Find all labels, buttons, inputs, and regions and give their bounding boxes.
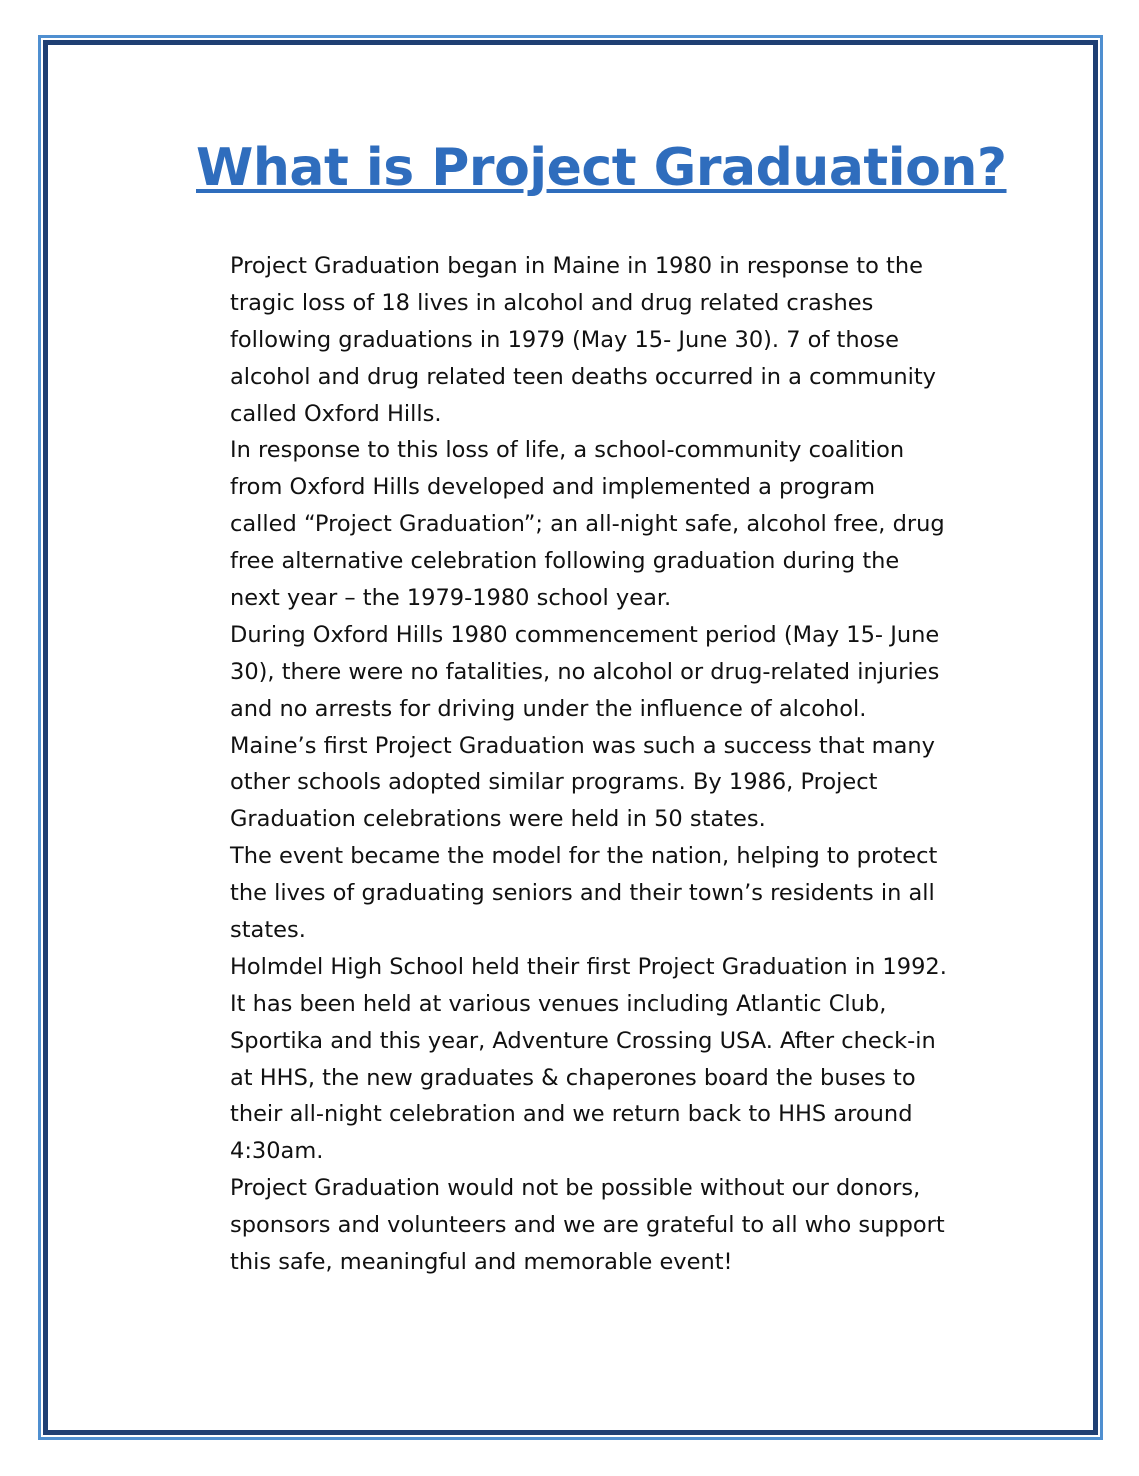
text-line: at HHS, the new graduates & chaperones board the buses to: [230, 1064, 916, 1091]
text-line: states.: [230, 917, 306, 944]
text-line: tragic loss of 18 lives in alcohol and drug related crashes: [230, 289, 874, 316]
text-line: their all-night celebration and we return back to HHS around: [230, 1101, 913, 1128]
text-line: 4:30am.: [230, 1138, 324, 1165]
text-line: Holmdel High School held their first Project Graduation in 1992.: [230, 953, 947, 980]
text-line: called “Project Graduation”; an all-night safe, alcohol free, drug: [230, 511, 945, 538]
text-line: from Oxford Hills developed and implemented a program: [230, 474, 876, 501]
text-line: free alternative celebration following graduation during the: [230, 548, 900, 575]
text-line: It has been held at various venues including Atlantic Club,: [230, 990, 887, 1017]
text-line: The event became the model for the nation, helping to protect: [230, 843, 938, 870]
text-line: During Oxford Hills 1980 commencement period (May 15- June: [230, 621, 940, 648]
text-line: next year – the 1979-1980 school year.: [230, 585, 672, 612]
body-text: [230, 248, 1050, 1281]
text-line: Maine’s first Project Graduation was such a success that many: [230, 732, 935, 759]
text-line: In response to this loss of life, a school-community coalition: [230, 437, 905, 464]
text-line: 30), there were no fatalities, no alcohol or drug-related injuries: [230, 658, 940, 685]
text-line: sponsors and volunteers and we are grateful to all who support: [230, 1212, 945, 1239]
page-title: What is Project Graduation?: [196, 138, 1007, 198]
text-line: other schools adopted similar programs. By 1986, Project: [230, 769, 878, 796]
text-line: Sportika and this year, Adventure Crossing USA. After check-in: [230, 1027, 936, 1054]
text-line: following graduations in 1979 (May 15- June 30). 7 of those: [230, 326, 899, 353]
text-line: Graduation celebrations were held in 50 states.: [230, 806, 766, 833]
text-line: Project Graduation began in Maine in 1980 in response to the: [230, 253, 923, 279]
text-line: this safe, meaningful and memorable event!: [230, 1249, 733, 1276]
text-line: and no arrests for driving under the influence of alcohol.: [230, 695, 867, 722]
text-line: called Oxford Hills.: [230, 400, 442, 427]
text-line: Project Graduation would not be possible without our donors,: [230, 1175, 921, 1202]
text-line: alcohol and drug related teen deaths occurred in a community: [230, 363, 936, 390]
text-line: the lives of graduating seniors and their town’s residents in all: [230, 880, 935, 907]
